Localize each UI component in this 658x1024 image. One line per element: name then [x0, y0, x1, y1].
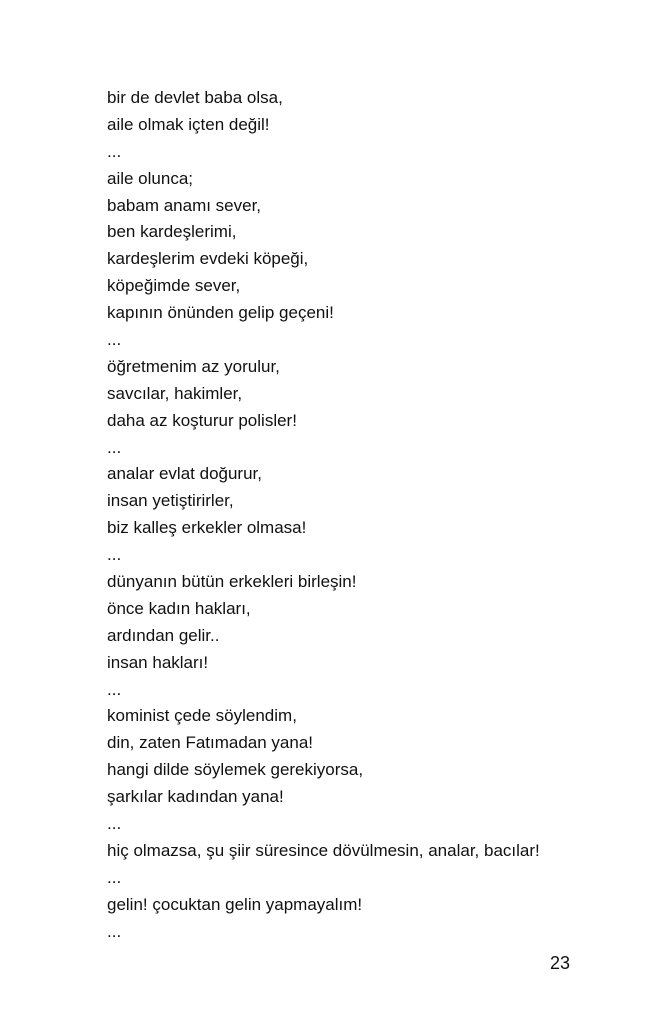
poem-line: biz kalleş erkekler olmasa!	[107, 518, 307, 538]
poem-line: bir de devlet baba olsa,	[107, 88, 283, 107]
poem-line: insan hakları!	[107, 652, 209, 672]
poem-line: analar evlat doğurur,	[107, 464, 262, 484]
poem-line: ardından gelir..	[107, 625, 220, 645]
poem-line: ...	[107, 867, 122, 887]
poem-line: ...	[107, 679, 122, 699]
poem-line: ...	[107, 330, 122, 350]
poem-line: kapının önünden gelip geçeni!	[107, 303, 334, 323]
poem-line: kominist çede söylendim,	[107, 706, 297, 726]
poem-line: aile olunca;	[107, 168, 194, 188]
poem-line: hangi dilde söylemek gerekiyorsa,	[107, 760, 364, 780]
poem-line: hiç olmazsa, şu şiir süresince dövülmesin, analar, bacılar!	[107, 840, 540, 860]
poem-line: savcılar, hakimler,	[107, 383, 243, 403]
poem-line: babam anamı sever,	[107, 195, 262, 215]
poem-line: kardeşlerim evdeki köpeği,	[107, 249, 309, 269]
poem-line: aile olmak içten değil!	[107, 114, 270, 134]
poem-line: ...	[107, 921, 122, 941]
poem-line: ...	[107, 814, 122, 834]
poem-line: önce kadın hakları,	[107, 598, 251, 618]
poem-line: insan yetiştirirler,	[107, 491, 234, 511]
poem-line: öğretmenim az yorulur,	[107, 356, 280, 376]
poem-line: ...	[107, 545, 122, 565]
poem-line: dünyanın bütün erkekleri birleşin!	[107, 572, 357, 592]
page-number: 23	[550, 953, 571, 973]
poem-line: ben kardeşlerimi,	[107, 222, 237, 242]
poem-line: daha az koşturur polisler!	[107, 410, 297, 430]
poem-line: ...	[107, 437, 122, 457]
poem-line: köpeğimde sever,	[107, 276, 241, 296]
poem-line: din, zaten Fatımadan yana!	[107, 733, 314, 753]
poem-line: gelin! çocuktan gelin yapmayalım!	[107, 894, 363, 914]
poem-line: ...	[107, 141, 122, 161]
poem-line: şarkılar kadından yana!	[107, 787, 284, 807]
poem-text	[107, 85, 627, 946]
